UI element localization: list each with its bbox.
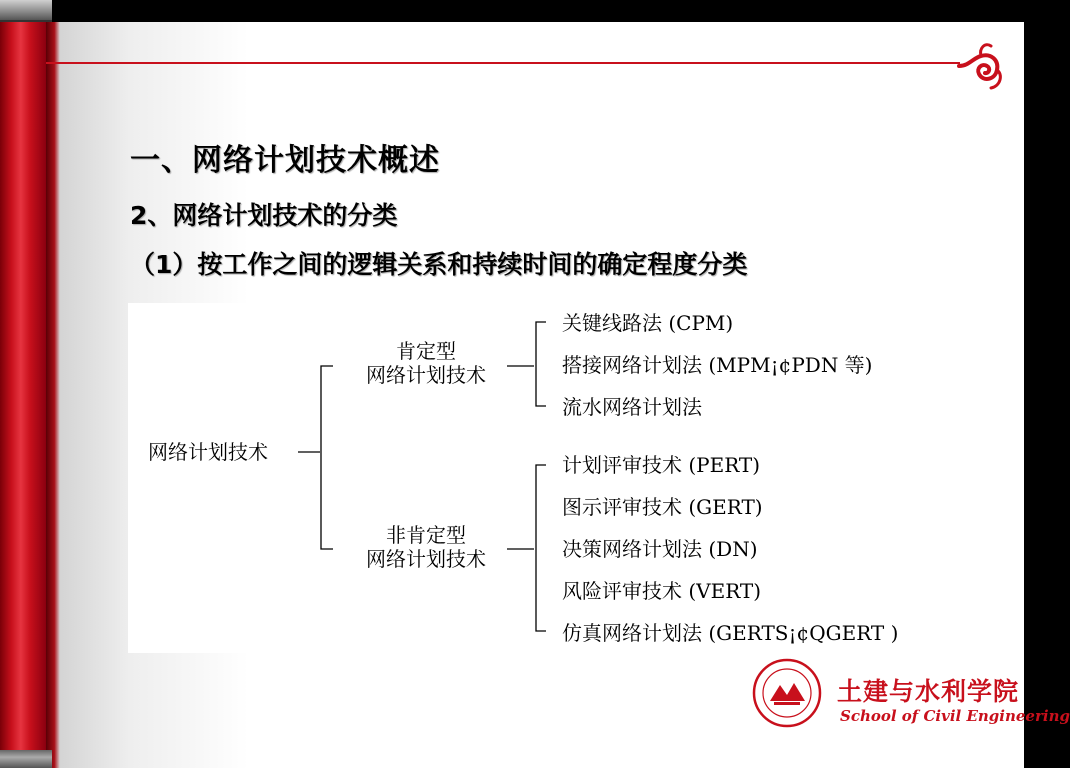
branch-indefinite-line1: 非肯定型 [386, 523, 466, 547]
scroll-cap-top [0, 0, 52, 22]
scroll-cap-bottom [0, 750, 52, 768]
list-item: 关键线路法 (CPM) [562, 311, 734, 335]
branch1-bracket [536, 322, 546, 406]
list-item: 流水网络计划法 [562, 395, 702, 419]
root-node: 网络计划技术 [148, 440, 268, 464]
list-item: 决策网络计划法 (DN) [562, 537, 758, 561]
classification-diagram [128, 303, 948, 653]
list-item: 风险评审技术 (VERT) [562, 579, 762, 603]
branch-definite [353, 339, 499, 387]
branch-definite-line1: 肯定型 [396, 339, 456, 363]
main-bracket [321, 366, 333, 549]
branch-indefinite [353, 523, 499, 571]
red-scroll-bar [0, 0, 46, 768]
scroll-fold [46, 22, 60, 768]
college-name-en: School of Civil Engineering [840, 707, 1070, 725]
list-item: 搭接网络计划法 (MPM¡¢PDN 等) [562, 353, 873, 377]
list-item: 图示评审技术 (GERT) [562, 495, 763, 519]
header-divider-line [46, 62, 960, 64]
section-subtitle: 2、网络计划技术的分类 [130, 201, 398, 230]
university-emblem-icon [752, 655, 822, 733]
branch-definite-line2: 网络计划技术 [366, 363, 486, 387]
page-title: 一、网络计划技术概述 [130, 143, 440, 178]
list-item: 计划评审技术 (PERT) [562, 453, 761, 477]
college-name-cn: 土建与水利学院 [837, 677, 1020, 706]
swirl-ornament-icon [955, 40, 1005, 96]
section-heading: （1）按工作之间的逻辑关系和持续时间的确定程度分类 [130, 250, 748, 279]
branch-indefinite-line2: 网络计划技术 [366, 547, 486, 571]
list-item: 仿真网络计划法 (GERTS¡¢QGERT ) [562, 621, 899, 645]
branch2-bracket [536, 465, 546, 631]
